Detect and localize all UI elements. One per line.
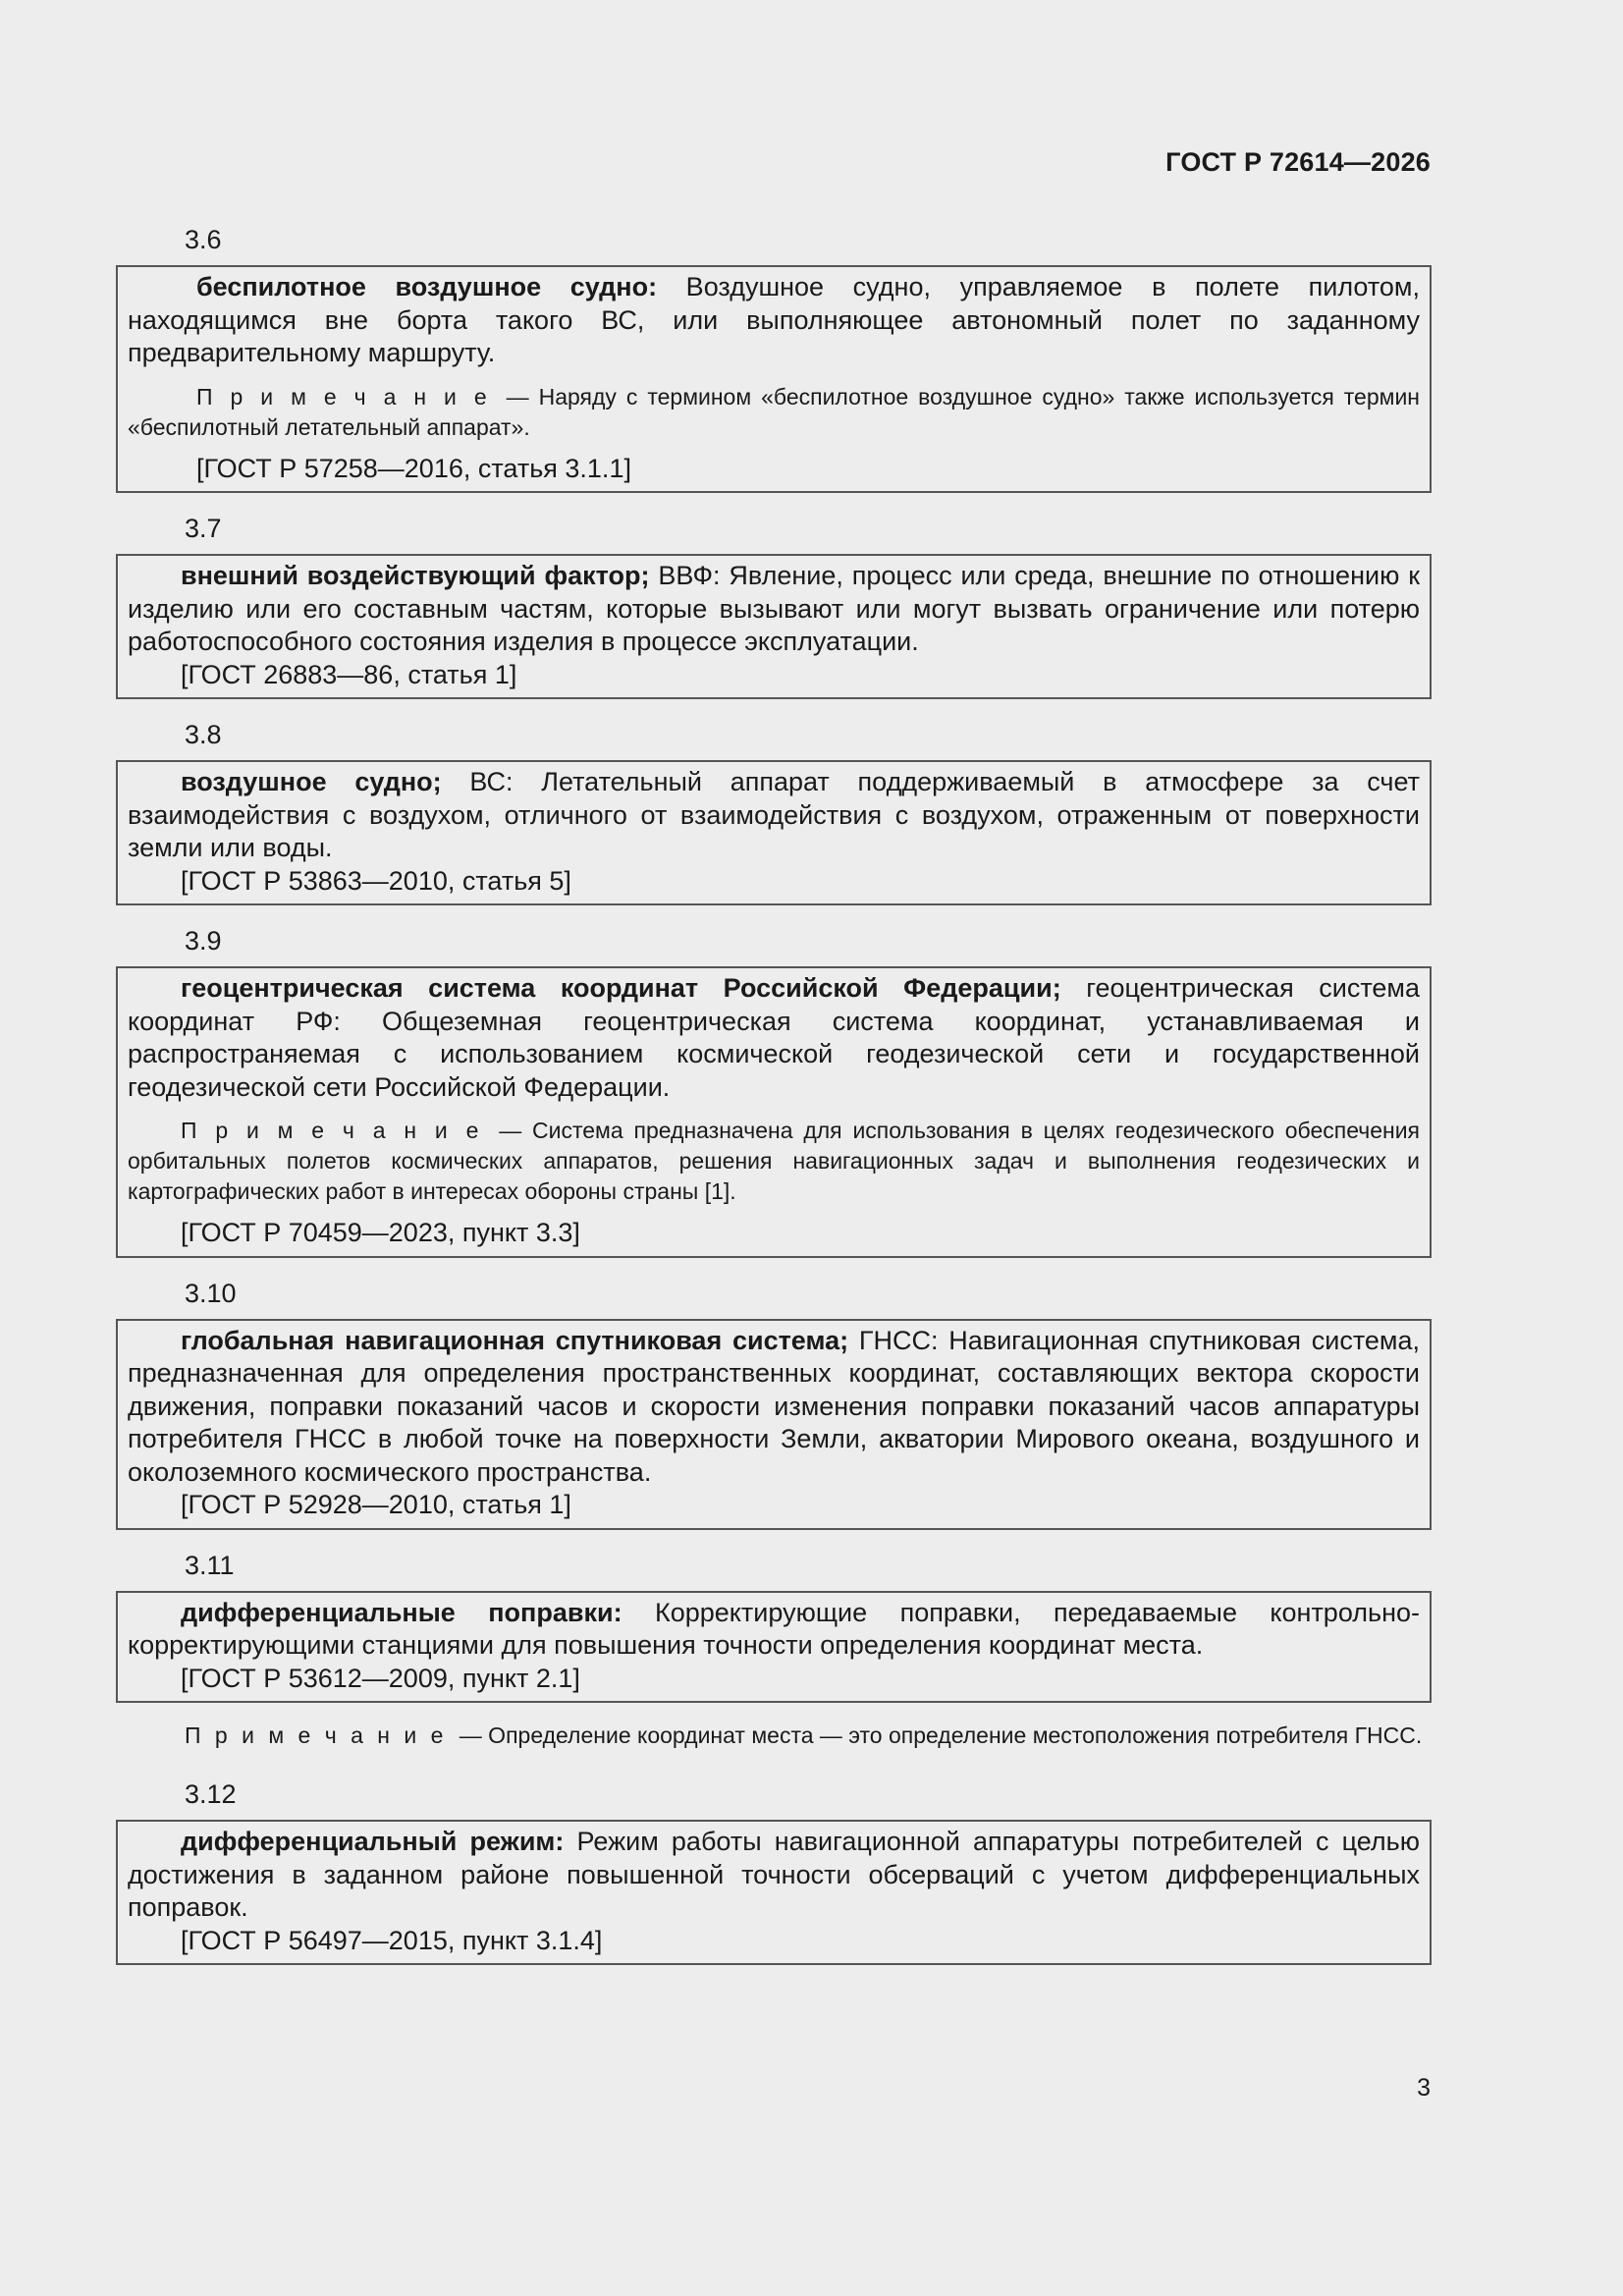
term-name: глобальная навигационная спутниковая система;: [181, 1325, 849, 1355]
document-code: ГОСТ Р 72614—2026: [1165, 147, 1431, 177]
term-name: дифференциальные поправки:: [181, 1597, 622, 1627]
note-label: П р и м е ч а н и е: [181, 1118, 483, 1143]
term-definition: Режим работы навигационной аппаратуры потребителей с целью достижения в заданном районе повышенной точности обсерваций с учетом дифференциальных поправок.: [128, 1827, 1420, 1922]
term-number: 3.12: [185, 1779, 237, 1809]
term-definition: ГНСС: Навигационная спутниковая система, предназначенная для определения пространственных координат, составляющих вектора скорости движения, поправки показаний часов и скорости изменения поправки показаний часов аппаратуры потребителя ГНСС в любой точке на поверхности Земли, акватории Мирового океана, воздушного и околоземного космического пространства.: [128, 1325, 1420, 1487]
term-box: [116, 1820, 1432, 1965]
term-number: 3.11: [185, 1550, 235, 1580]
term-outside-note: [185, 1721, 1432, 1751]
term-source: [ГОСТ Р 52928—2010, статья 1]: [181, 1490, 571, 1519]
term-box: [116, 1591, 1432, 1704]
note-text: — Система предназначена для использования в целях геодезического обеспечения орбитальных полетов космических аппаратов, решения навигационных задач и выполнения геодезических и картографических работ в интересах обороны страны [1].: [128, 1118, 1421, 1204]
term-number: 3.6: [185, 225, 222, 254]
term-note: [128, 1116, 1420, 1207]
term-number: 3.8: [185, 720, 222, 749]
term-name: внешний воздействующий фактор;: [181, 561, 650, 590]
term-box: [116, 1319, 1432, 1530]
term-source: [ГОСТ 26883—86, статья 1]: [181, 659, 517, 689]
term-source: [ГОСТ Р 56497—2015, пункт 3.1.4]: [181, 1925, 603, 1955]
terms-list: [116, 224, 1432, 1985]
term-definition: Корректирующие поправки, передаваемые контрольно-корректирующими станциями для повышения точности определения координат места.: [128, 1597, 1420, 1660]
term-box: [116, 265, 1432, 493]
note-text: — Определение координат места — это определение местоположения потребителя ГНСС.: [453, 1722, 1423, 1748]
term-name: беспилотное воздушное судно:: [196, 272, 658, 301]
term-name: геоцентрическая система координат Российской Федерации;: [181, 973, 1061, 1003]
note-label: П р и м е ч а н и е: [196, 383, 491, 410]
term-number: 3.9: [185, 926, 222, 956]
term-definition: ВВФ: Явление, процесс или среда, внешние по отношению к изделию или его составным частям, которые вызывают или могут вызвать ограничение или потерю работоспособного состояния изделия в процессе эксплуатации.: [128, 561, 1421, 656]
term-definition: Воздушное судно, управляемое в полете пилотом, находящимся вне борта такого ВС, или выполняющее автономный полет по заданному предварительному маршруту.: [128, 272, 1420, 367]
term-source: [ГОСТ Р 70459—2023, пункт 3.3]: [181, 1218, 580, 1247]
term-source: [ГОСТ Р 53612—2009, пункт 2.1]: [181, 1663, 580, 1693]
page-number: 3: [1417, 2074, 1431, 2102]
term-name: дифференциальный режим:: [181, 1827, 565, 1856]
term-box: [116, 760, 1432, 905]
term-box: [116, 554, 1432, 699]
term-definition: геоцентрическая система координат РФ: Общеземная геоцентрическая система координат, устанавливаемая и распространяемая с использованием космической геодезической сети и государственной геодезической сети Российской Федерации.: [128, 973, 1420, 1102]
term-box: [116, 966, 1432, 1258]
term-number: 3.10: [185, 1278, 237, 1308]
term-source: [ГОСТ Р 57258—2016, статья 3.1.1]: [196, 453, 631, 483]
note-text: — Наряду с термином «беспилотное воздушное судно» также используется термин «беспилотный летательный аппарат».: [128, 383, 1421, 440]
term-name: воздушное судно;: [181, 767, 442, 796]
term-source: [ГОСТ Р 53863—2010, статья 5]: [181, 865, 571, 896]
term-note: [128, 382, 1420, 443]
term-number: 3.7: [185, 514, 222, 543]
term-definition: ВС: Летательный аппарат поддерживаемый в атмосфере за счет взаимодействия с воздухом, отличного от взаимодействия с воздухом, отраженным от поверхности земли или воды.: [128, 767, 1420, 862]
note-label: П р и м е ч а н и е: [185, 1722, 448, 1748]
